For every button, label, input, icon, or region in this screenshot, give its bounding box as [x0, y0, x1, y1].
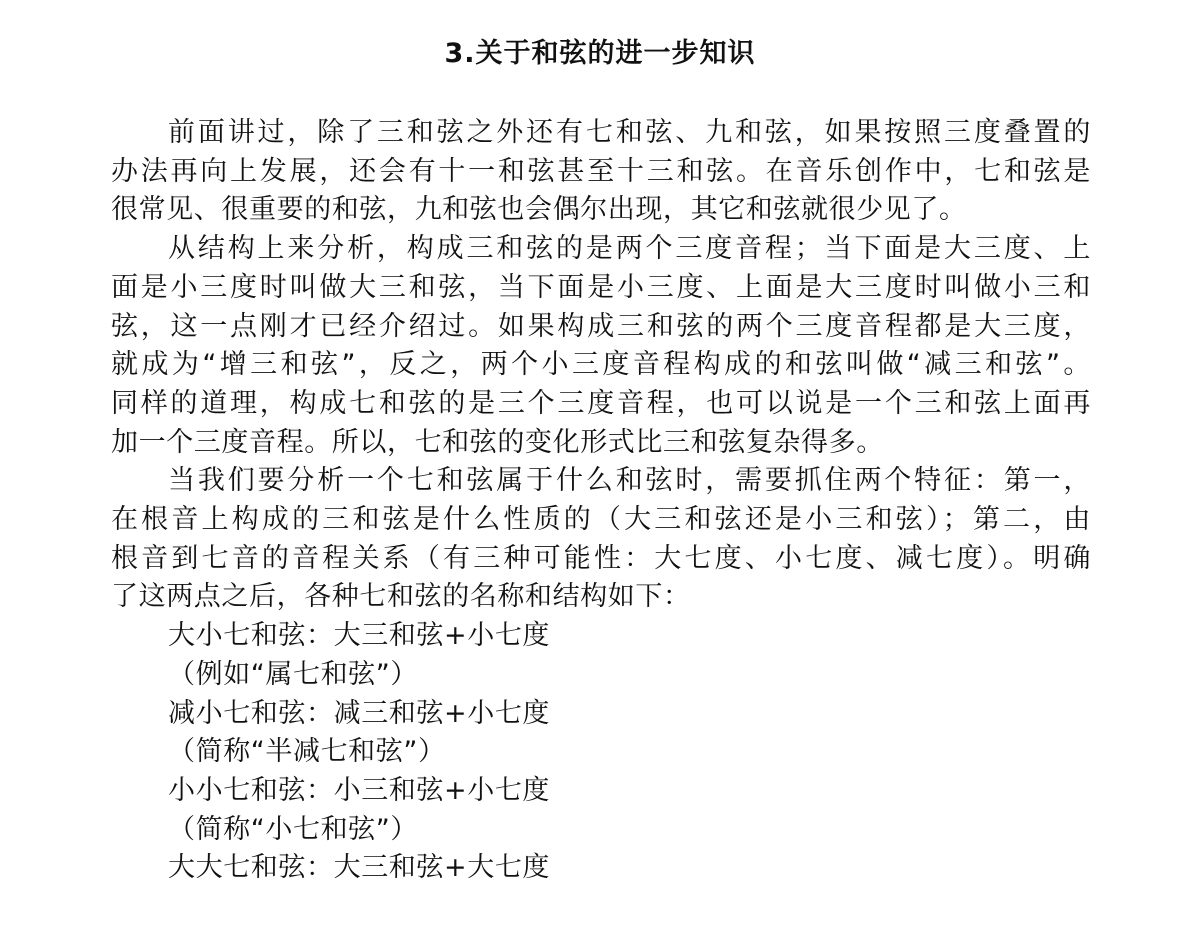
text-line: 同样的道理，构成七和弦的是三个三度音程，也可以说是一个三和弦上面再 [111, 387, 1091, 419]
body-text [111, 114, 1091, 888]
text-line: 面是小三度时叫做大三和弦，当下面是小三度、上面是大三度时叫做小三和 [111, 271, 1091, 303]
text-line: 前面讲过，除了三和弦之外还有七和弦、九和弦，如果按照三度叠置的 [168, 117, 1091, 148]
text-line: 弦，这一点刚才已经介绍过。如果构成三和弦的两个三度音程都是大三度， [111, 310, 1091, 342]
chord-note: （简称“小七和弦”） [168, 813, 418, 845]
section-title: 3.关于和弦的进一步知识 [444, 38, 756, 69]
text-line: 加一个三度音程。所以，七和弦的变化形式比三和弦复杂得多。 [111, 426, 884, 458]
text-line: 从结构上来分析，构成三和弦的是两个三度音程；当下面是大三度、上 [168, 233, 1091, 265]
text-line: 办法再向上发展，还会有十一和弦甚至十三和弦。在音乐创作中，七和弦是 [111, 155, 1091, 187]
text-line: 根音到七音的音程关系（有三种可能性：大七度、小七度、减七度）。明确 [111, 542, 1091, 574]
text-line: 在根音上构成的三和弦是什么性质的（大三和弦还是小三和弦）；第二，由 [111, 504, 1091, 536]
text-line: 很常见、很重要的和弦，九和弦也会偶尔出现，其它和弦就很少见了。 [111, 194, 967, 226]
chord-definition: 大小七和弦：大三和弦+小七度 [168, 620, 551, 652]
chord-definition: 小小七和弦：小三和弦+小七度 [168, 774, 551, 806]
chord-definition: 大大七和弦：大三和弦+大七度 [168, 852, 551, 884]
text-line: 就成为“增三和弦”，反之，两个小三度音程构成的和弦叫做“减三和弦”。 [111, 349, 1091, 381]
text-line: 当我们要分析一个七和弦属于什么和弦时，需要抓住两个特征：第一， [168, 465, 1091, 497]
chord-note: （简称“半减七和弦”） [168, 736, 446, 768]
chord-note: （例如“属七和弦”） [168, 658, 418, 690]
text-line: 了这两点之后，各种七和弦的名称和结构如下： [111, 581, 691, 613]
chord-definition: 减小七和弦：减三和弦+小七度 [168, 697, 551, 729]
